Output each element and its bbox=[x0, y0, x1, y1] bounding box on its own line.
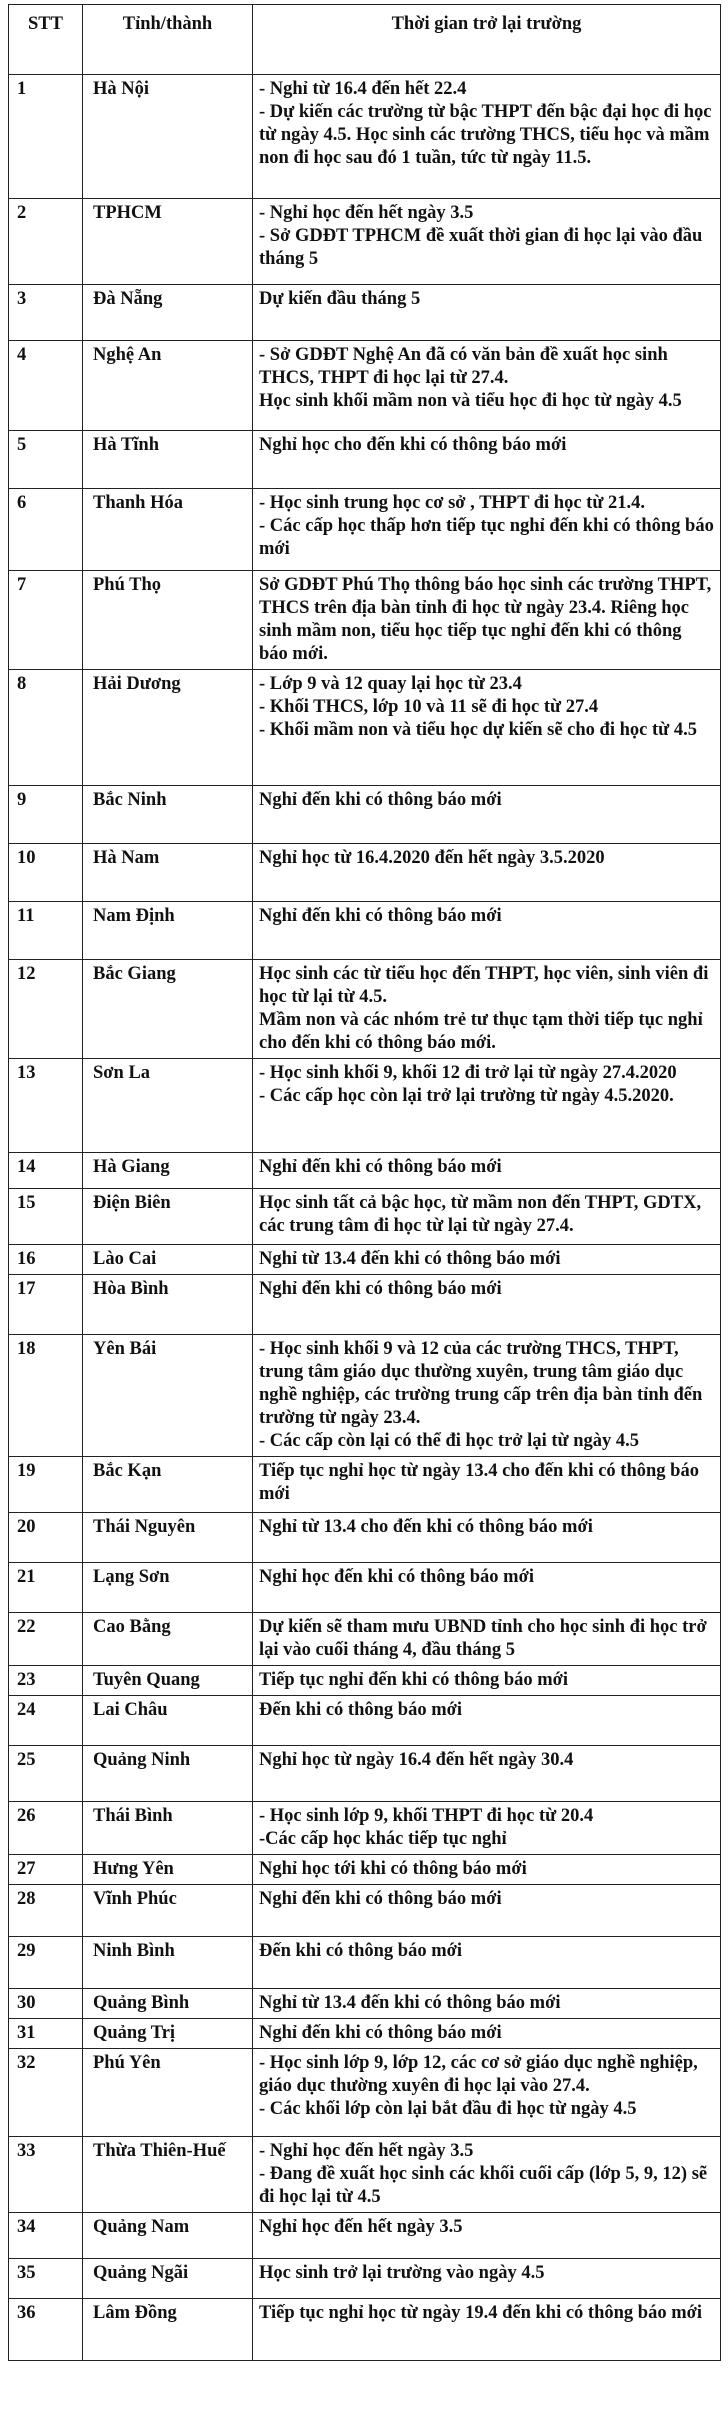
time-line: - Lớp 9 và 12 quay lại học từ 23.4 bbox=[259, 674, 522, 694]
time-line: - Nghỉ học đến hết ngày 3.5 bbox=[259, 203, 474, 223]
row-province: Lào Cai bbox=[83, 1245, 253, 1275]
table-row bbox=[9, 786, 721, 844]
row-time bbox=[253, 1245, 721, 1275]
row-province: Lạng Sơn bbox=[83, 1563, 253, 1613]
table-row bbox=[9, 341, 721, 431]
row-stt: 1 bbox=[9, 75, 83, 199]
row-stt: 11 bbox=[9, 902, 83, 960]
row-province: Hòa Bình bbox=[83, 1275, 253, 1335]
row-time bbox=[253, 571, 721, 670]
row-province: Cao Bằng bbox=[83, 1613, 253, 1666]
time-line: Nghỉ học từ ngày 16.4 đến hết ngày 30.4 bbox=[259, 1750, 574, 1770]
row-province: Quảng Nam bbox=[83, 2213, 253, 2259]
row-province: Thái Bình bbox=[83, 1802, 253, 1855]
row-province: Bắc Kạn bbox=[83, 1457, 253, 1513]
row-province: Quảng Ninh bbox=[83, 1746, 253, 1802]
row-time bbox=[253, 1153, 721, 1189]
row-time bbox=[253, 1746, 721, 1802]
table-row bbox=[9, 75, 721, 199]
row-stt: 27 bbox=[9, 1855, 83, 1885]
time-line: - Khối THCS, lớp 10 và 11 sẽ đi học từ 27.4 bbox=[259, 697, 599, 717]
row-time bbox=[253, 1666, 721, 1696]
row-province: Thái Nguyên bbox=[83, 1513, 253, 1563]
time-line: Đến khi có thông báo mới bbox=[259, 1700, 462, 1720]
row-stt: 2 bbox=[9, 199, 83, 285]
header-row bbox=[9, 5, 721, 75]
row-province: Ninh Bình bbox=[83, 1937, 253, 1989]
row-province: Nam Định bbox=[83, 902, 253, 960]
row-stt: 19 bbox=[9, 1457, 83, 1513]
row-province: Lai Châu bbox=[83, 1696, 253, 1746]
row-time bbox=[253, 1696, 721, 1746]
row-stt: 13 bbox=[9, 1059, 83, 1153]
row-stt: 9 bbox=[9, 786, 83, 844]
table-row bbox=[9, 1855, 721, 1885]
table-row bbox=[9, 1696, 721, 1746]
row-time bbox=[253, 2049, 721, 2137]
table-row bbox=[9, 431, 721, 489]
row-stt: 34 bbox=[9, 2213, 83, 2259]
time-line: Tiếp tục nghỉ đến khi có thông báo mới bbox=[259, 1670, 569, 1690]
time-line: - Sở GDĐT TPHCM đề xuất thời gian đi học lại vào đầu tháng 5 bbox=[259, 226, 703, 269]
row-time bbox=[253, 2299, 721, 2361]
time-line: - Học sinh lớp 9, lớp 12, các cơ sở giáo dục nghề nghiệp, giáo dục thường xuyên đi học lại vào 27.4. bbox=[259, 2053, 698, 2096]
table-row bbox=[9, 1613, 721, 1666]
time-line: - Dự kiến các trường từ bậc THPT đến bậc đại học đi học từ ngày 4.5. Học sinh các trường THCS, tiểu học và mầm non đi học sau đó 1 tuần, tức từ ngày 11.5. bbox=[259, 102, 712, 168]
row-province: Lâm Đồng bbox=[83, 2299, 253, 2361]
table-row bbox=[9, 2019, 721, 2049]
time-line: Nghỉ đến khi có thông báo mới bbox=[259, 1279, 502, 1299]
row-time bbox=[253, 1855, 721, 1885]
row-time bbox=[253, 1189, 721, 1245]
header-time: Thời gian trở lại trường bbox=[253, 5, 721, 75]
row-province: Nghệ An bbox=[83, 341, 253, 431]
table-row bbox=[9, 2299, 721, 2361]
row-province: Điện Biên bbox=[83, 1189, 253, 1245]
table-row bbox=[9, 199, 721, 285]
time-line: Nghỉ đến khi có thông báo mới bbox=[259, 1889, 502, 1909]
time-line: Sở GDĐT Phú Thọ thông báo học sinh các trường THPT, THCS trên địa bàn tỉnh đi học từ ngày 23.4. Riêng học sinh mầm non, tiểu học tiếp tục nghỉ đến khi có thông báo mới. bbox=[259, 575, 712, 664]
time-line: - Học sinh trung học cơ sở , THPT đi học từ 21.4. bbox=[259, 493, 646, 513]
row-province: Hà Nam bbox=[83, 844, 253, 902]
row-time bbox=[253, 1802, 721, 1855]
row-time bbox=[253, 1885, 721, 1937]
time-line: - Đang đề xuất học sinh các khối cuối cấp (lớp 5, 9, 12) sẽ đi học lại từ 4.5 bbox=[259, 2164, 708, 2207]
row-stt: 28 bbox=[9, 1885, 83, 1937]
row-stt: 8 bbox=[9, 670, 83, 786]
row-stt: 22 bbox=[9, 1613, 83, 1666]
table-row bbox=[9, 1746, 721, 1802]
row-stt: 7 bbox=[9, 571, 83, 670]
row-stt: 23 bbox=[9, 1666, 83, 1696]
row-stt: 5 bbox=[9, 431, 83, 489]
school-reopening-table bbox=[8, 4, 720, 2361]
header-province: Tỉnh/thành bbox=[83, 5, 253, 75]
table-row bbox=[9, 285, 721, 341]
row-province: Đà Nẵng bbox=[83, 285, 253, 341]
row-province: Quảng Trị bbox=[83, 2019, 253, 2049]
time-line: Nghỉ học tới khi có thông báo mới bbox=[259, 1859, 527, 1879]
row-province: Quảng Bình bbox=[83, 1989, 253, 2019]
table-row bbox=[9, 1513, 721, 1563]
row-province: Thừa Thiên-Huế bbox=[83, 2137, 253, 2213]
time-line: Nghỉ học từ 16.4.2020 đến hết ngày 3.5.2020 bbox=[259, 848, 605, 868]
time-line: Mầm non và các nhóm trẻ tư thục tạm thời tiếp tục nghỉ cho đến khi có thông báo mới. bbox=[259, 1010, 703, 1053]
time-line: Học sinh tất cả bậc học, từ mầm non đến THPT, GDTX, các trung tâm đi học từ lại từ ngày 27.4. bbox=[259, 1193, 702, 1236]
time-line: Nghỉ từ 13.4 đến khi có thông báo mới bbox=[259, 1993, 561, 2013]
table-row bbox=[9, 902, 721, 960]
row-stt: 25 bbox=[9, 1746, 83, 1802]
time-line: Học sinh khối mầm non và tiểu học đi học từ ngày 4.5 bbox=[259, 391, 682, 411]
time-line: - Các cấp học còn lại trở lại trường từ ngày 4.5.2020. bbox=[259, 1086, 674, 1106]
row-stt: 6 bbox=[9, 489, 83, 571]
table-row bbox=[9, 571, 721, 670]
row-time bbox=[253, 199, 721, 285]
row-province: Hải Dương bbox=[83, 670, 253, 786]
time-line: Nghỉ học đến khi có thông báo mới bbox=[259, 1567, 534, 1587]
table-row bbox=[9, 2213, 721, 2259]
row-province: Quảng Ngãi bbox=[83, 2259, 253, 2299]
row-time bbox=[253, 341, 721, 431]
row-province: Yên Bái bbox=[83, 1335, 253, 1457]
table-row bbox=[9, 2049, 721, 2137]
schedule-table bbox=[8, 4, 721, 2361]
row-stt: 36 bbox=[9, 2299, 83, 2361]
table-row bbox=[9, 1802, 721, 1855]
table-row bbox=[9, 2259, 721, 2299]
time-line: Dự kiến đầu tháng 5 bbox=[259, 289, 421, 309]
time-line: - Các khối lớp còn lại bắt đầu đi học từ ngày 4.5 bbox=[259, 2099, 637, 2119]
row-time bbox=[253, 2019, 721, 2049]
time-line: Nghỉ từ 13.4 đến khi có thông báo mới bbox=[259, 1249, 561, 1269]
row-time bbox=[253, 1989, 721, 2019]
time-line: Nghỉ đến khi có thông báo mới bbox=[259, 906, 502, 926]
row-time bbox=[253, 2213, 721, 2259]
table-row bbox=[9, 960, 721, 1059]
row-time bbox=[253, 75, 721, 199]
time-line: Học sinh trở lại trường vào ngày 4.5 bbox=[259, 2263, 545, 2283]
row-stt: 10 bbox=[9, 844, 83, 902]
time-line: - Khối mầm non và tiểu học dự kiến sẽ cho đi học từ 4.5 bbox=[259, 720, 697, 740]
time-line: Nghỉ từ 13.4 cho đến khi có thông báo mới bbox=[259, 1517, 593, 1537]
table-row bbox=[9, 1937, 721, 1989]
row-time bbox=[253, 1937, 721, 1989]
table-row bbox=[9, 1153, 721, 1189]
row-stt: 24 bbox=[9, 1696, 83, 1746]
table-row bbox=[9, 670, 721, 786]
row-stt: 32 bbox=[9, 2049, 83, 2137]
row-province: Hà Nội bbox=[83, 75, 253, 199]
time-line: - Nghỉ học đến hết ngày 3.5 bbox=[259, 2141, 474, 2161]
row-province: Vĩnh Phúc bbox=[83, 1885, 253, 1937]
row-province: Phú Thọ bbox=[83, 571, 253, 670]
time-line: Nghỉ học cho đến khi có thông báo mới bbox=[259, 435, 567, 455]
time-line: - Sở GDĐT Nghệ An đã có văn bản đề xuất học sinh THCS, THPT đi học lại từ 27.4. bbox=[259, 345, 668, 388]
row-time bbox=[253, 1613, 721, 1666]
row-stt: 29 bbox=[9, 1937, 83, 1989]
time-line: Đến khi có thông báo mới bbox=[259, 1941, 462, 1961]
table-row bbox=[9, 489, 721, 571]
row-province: TPHCM bbox=[83, 199, 253, 285]
table-row bbox=[9, 1457, 721, 1513]
time-line: Dự kiến sẽ tham mưu UBND tỉnh cho học sinh đi học trở lại vào cuối tháng 4, đầu tháng 5 bbox=[259, 1617, 707, 1660]
table-row bbox=[9, 2137, 721, 2213]
time-line: Nghỉ đến khi có thông báo mới bbox=[259, 790, 502, 810]
row-time bbox=[253, 1275, 721, 1335]
time-line: Nghỉ học đến hết ngày 3.5 bbox=[259, 2217, 463, 2237]
time-line: - Học sinh lớp 9, khối THPT đi học từ 20.4 bbox=[259, 1806, 594, 1826]
row-time bbox=[253, 786, 721, 844]
row-province: Hà Tĩnh bbox=[83, 431, 253, 489]
row-province: Sơn La bbox=[83, 1059, 253, 1153]
time-line: - Nghỉ từ 16.4 đến hết 22.4 bbox=[259, 79, 467, 99]
row-time bbox=[253, 2259, 721, 2299]
row-stt: 3 bbox=[9, 285, 83, 341]
row-stt: 31 bbox=[9, 2019, 83, 2049]
row-stt: 4 bbox=[9, 341, 83, 431]
time-line: Tiếp tục nghỉ học từ ngày 19.4 đến khi có thông báo mới bbox=[259, 2303, 702, 2323]
table-row bbox=[9, 1189, 721, 1245]
time-line: Học sinh các từ tiểu học đến THPT, học viên, sinh viên đi học từ lại từ 4.5. bbox=[259, 964, 709, 1007]
row-time bbox=[253, 1059, 721, 1153]
row-stt: 14 bbox=[9, 1153, 83, 1189]
table-row bbox=[9, 1989, 721, 2019]
row-stt: 30 bbox=[9, 1989, 83, 2019]
time-line: Nghỉ đến khi có thông báo mới bbox=[259, 1157, 502, 1177]
row-province: Phú Yên bbox=[83, 2049, 253, 2137]
time-line: - Học sinh khối 9 và 12 của các trường THCS, THPT, trung tâm giáo dục thường xuyên, trung tâm giáo dục nghề nghiệp, các trường trung cấp trên địa bàn tỉnh đến trường từ ngày 23.4. bbox=[259, 1339, 703, 1428]
table-body bbox=[9, 75, 721, 2361]
row-stt: 18 bbox=[9, 1335, 83, 1457]
row-province: Bắc Giang bbox=[83, 960, 253, 1059]
table-row bbox=[9, 1059, 721, 1153]
row-time bbox=[253, 844, 721, 902]
row-stt: 26 bbox=[9, 1802, 83, 1855]
row-province: Hưng Yên bbox=[83, 1855, 253, 1885]
row-time bbox=[253, 489, 721, 571]
row-stt: 21 bbox=[9, 1563, 83, 1613]
table-row bbox=[9, 844, 721, 902]
row-province: Thanh Hóa bbox=[83, 489, 253, 571]
row-time bbox=[253, 2137, 721, 2213]
row-stt: 20 bbox=[9, 1513, 83, 1563]
time-line: - Học sinh khối 9, khối 12 đi trở lại từ ngày 27.4.2020 bbox=[259, 1063, 677, 1083]
row-province: Tuyên Quang bbox=[83, 1666, 253, 1696]
row-time bbox=[253, 1563, 721, 1613]
time-line: -Các cấp học khác tiếp tục nghỉ bbox=[259, 1829, 507, 1849]
row-time bbox=[253, 1335, 721, 1457]
row-time bbox=[253, 960, 721, 1059]
header-stt: STT bbox=[9, 5, 83, 75]
row-time bbox=[253, 1457, 721, 1513]
row-time bbox=[253, 1513, 721, 1563]
table-row bbox=[9, 1885, 721, 1937]
time-line: - Các cấp còn lại có thể đi học trở lại từ ngày 4.5 bbox=[259, 1431, 640, 1451]
table-row bbox=[9, 1666, 721, 1696]
row-province: Bắc Ninh bbox=[83, 786, 253, 844]
row-stt: 35 bbox=[9, 2259, 83, 2299]
table-row bbox=[9, 1275, 721, 1335]
row-time bbox=[253, 670, 721, 786]
time-line: - Các cấp học thấp hơn tiếp tục nghỉ đến khi có thông báo mới bbox=[259, 516, 714, 559]
row-stt: 15 bbox=[9, 1189, 83, 1245]
row-stt: 17 bbox=[9, 1275, 83, 1335]
row-time bbox=[253, 285, 721, 341]
table-row bbox=[9, 1245, 721, 1275]
table-row bbox=[9, 1335, 721, 1457]
time-line: Tiếp tục nghỉ học từ ngày 13.4 cho đến khi có thông báo mới bbox=[259, 1461, 699, 1504]
row-stt: 33 bbox=[9, 2137, 83, 2213]
row-stt: 12 bbox=[9, 960, 83, 1059]
row-time bbox=[253, 902, 721, 960]
time-line: Nghỉ đến khi có thông báo mới bbox=[259, 2023, 502, 2043]
row-province: Hà Giang bbox=[83, 1153, 253, 1189]
table-row bbox=[9, 1563, 721, 1613]
row-time bbox=[253, 431, 721, 489]
row-stt: 16 bbox=[9, 1245, 83, 1275]
